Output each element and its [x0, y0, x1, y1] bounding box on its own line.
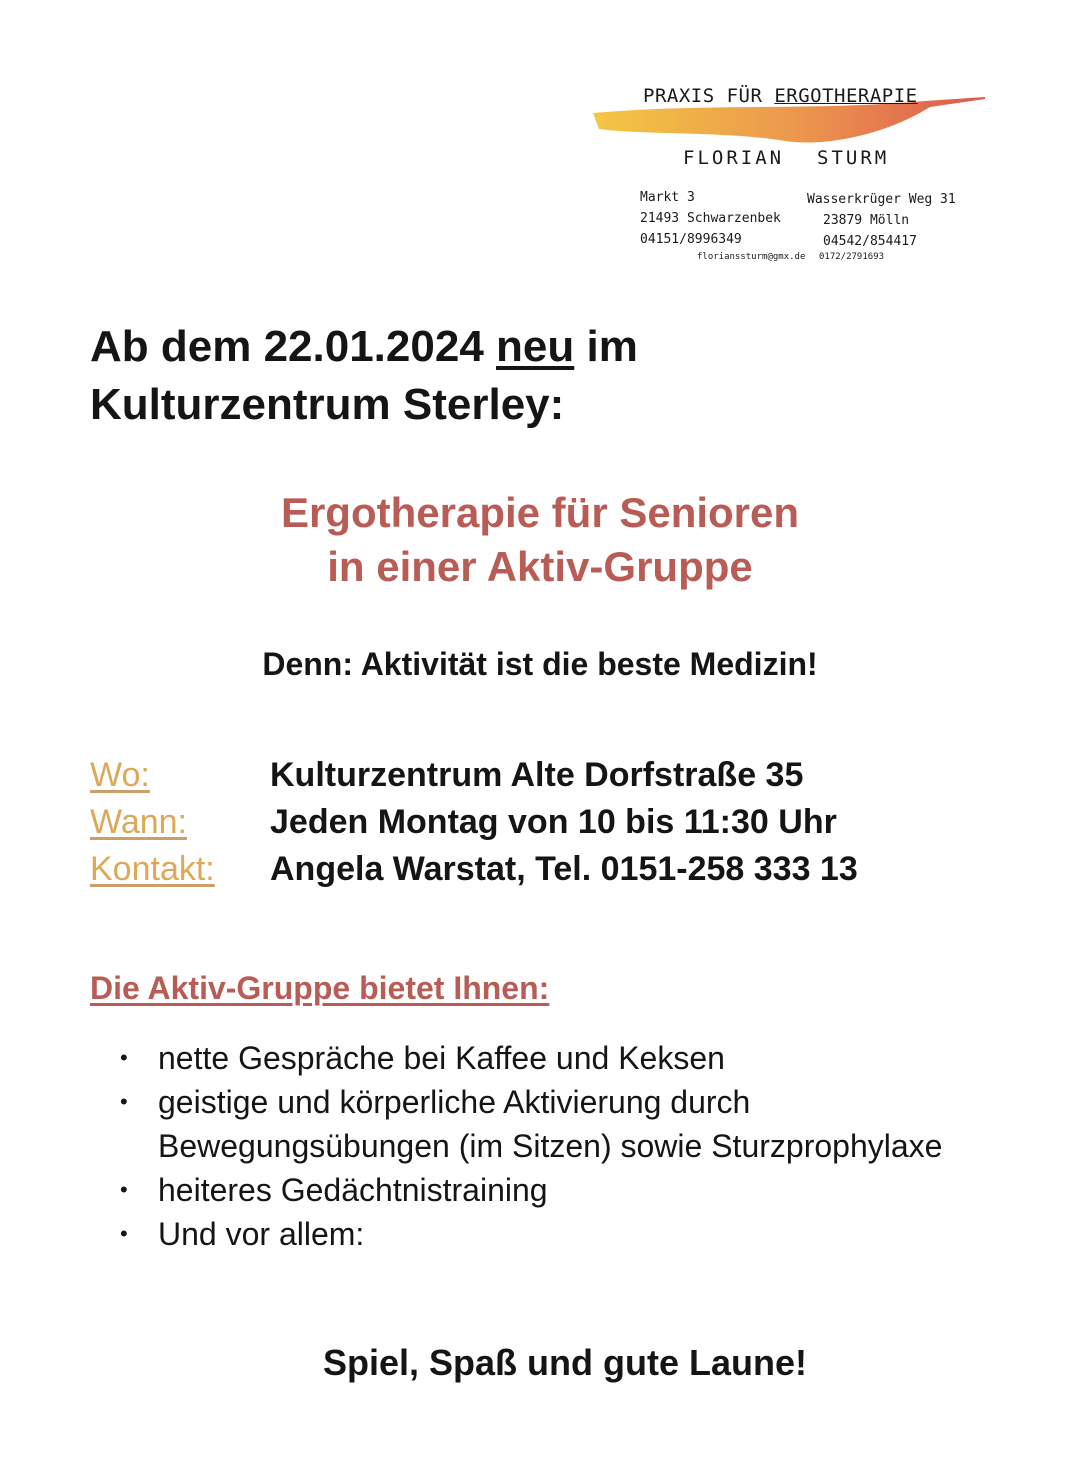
practice-logo	[585, 75, 995, 275]
closing-line: Spiel, Spaß und gute Laune!	[322, 1342, 807, 1383]
list-item: • Und vor allem:	[120, 1212, 1000, 1256]
offer-list	[120, 1036, 1000, 1256]
where-label: Wo:	[90, 756, 150, 794]
when-value: Jeden Montag von 10 bis 11:30 Uhr	[270, 803, 837, 841]
list-item: • heiteres Gedächtnistraining	[120, 1168, 1000, 1212]
subtitle: Ergotherapie für Senioren in einer Aktiv-Gruppe	[280, 489, 800, 590]
contact-email: florianssturm@gmx.de	[697, 252, 806, 262]
address-left: Markt 3 21493 Schwarzenbek 04151/8996349	[640, 190, 781, 247]
logo-last-name: STURM	[817, 147, 890, 169]
when-label: Wann:	[90, 803, 188, 841]
logo-first-name: FLORIAN	[683, 147, 785, 169]
contact-mobile: 0172/2791693	[819, 252, 885, 262]
logo-title: PRAXIS FÜR ERGOTHERAPIE	[643, 85, 918, 107]
contact-label: Kontakt:	[90, 850, 215, 888]
contact-value: Angela Warstat, Tel. 0151-258 333 13	[270, 850, 858, 888]
offer-heading: Die Aktiv-Gruppe bietet Ihnen:	[90, 970, 550, 1006]
motto: Denn: Aktivität ist die beste Medizin!	[262, 646, 818, 682]
list-item: • nette Gespräche bei Kaffee und Keksen	[120, 1036, 1000, 1080]
address-right: Wasserkrüger Weg 31 23879 Mölln 04542/854417	[807, 192, 956, 249]
where-value: Kulturzentrum Alte Dorfstraße 35	[270, 756, 804, 794]
logo-swoosh	[585, 95, 995, 175]
headline: Ab dem 22.01.2024 neu im Kulturzentrum Sterley:	[90, 322, 638, 429]
list-item: • geistige und körperliche Aktivierung durch Bewegungsübungen (im Sitzen) sowie Sturzprophylaxe	[120, 1080, 1000, 1168]
